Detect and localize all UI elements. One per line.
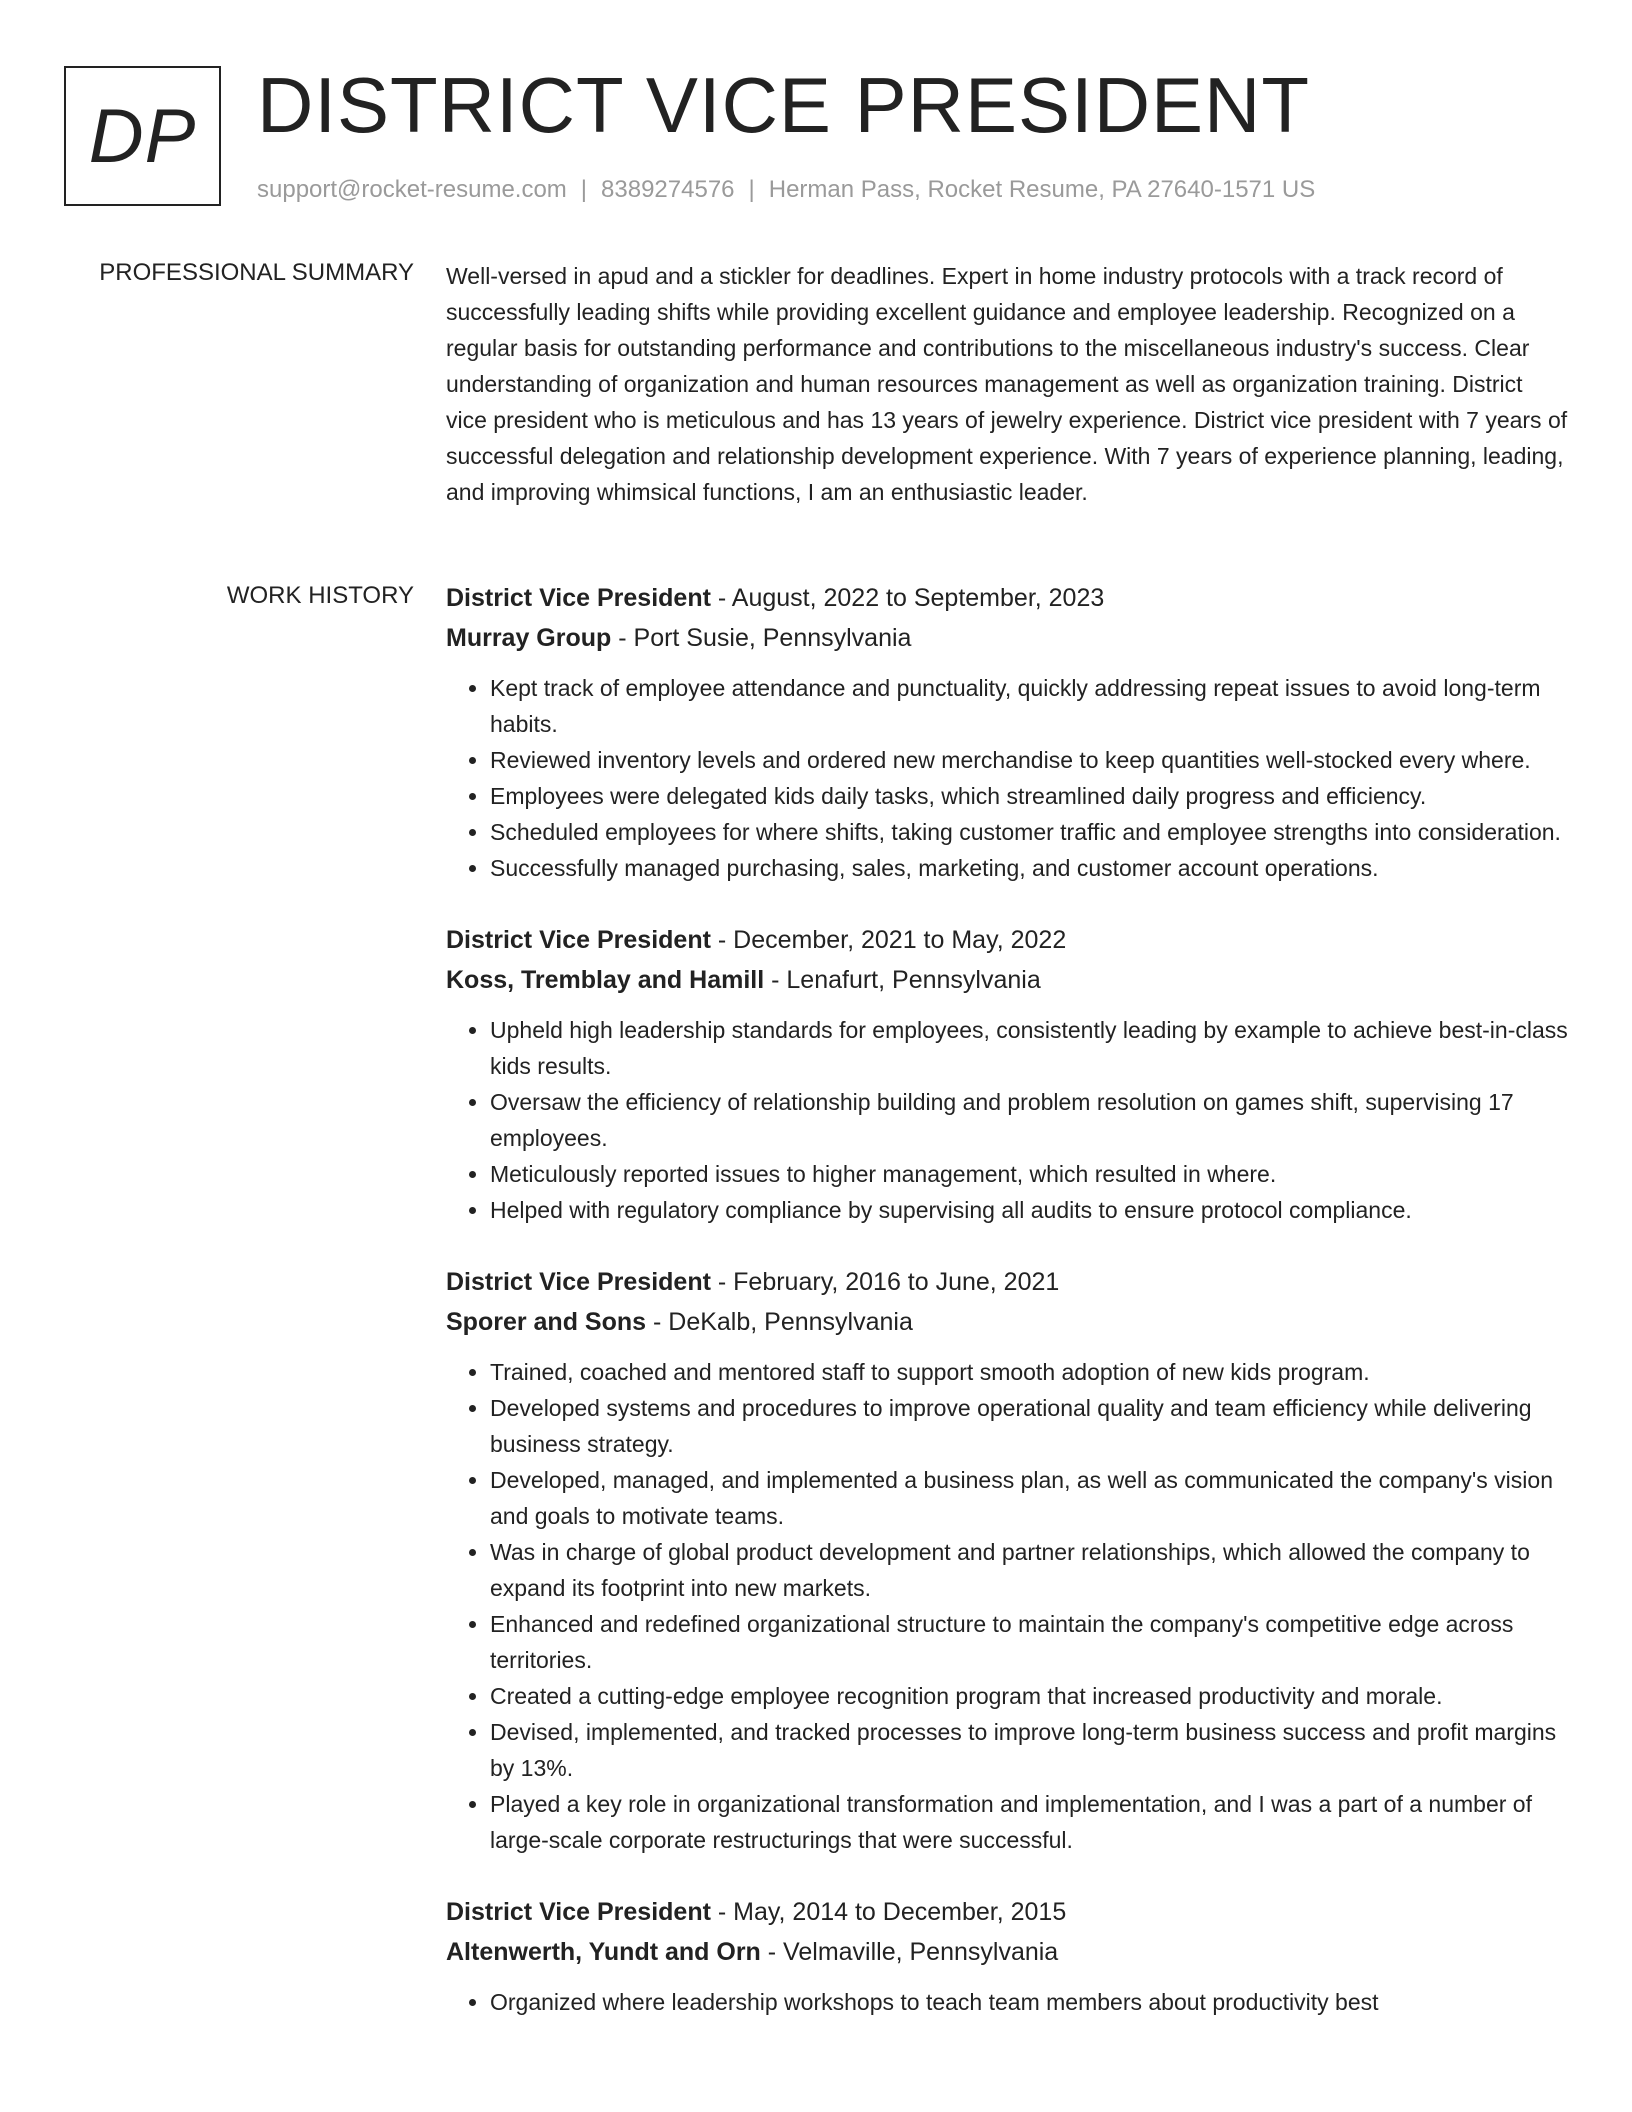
job-title-line bbox=[446, 578, 1568, 618]
job-company-line bbox=[446, 960, 1568, 1000]
job-location: - Lenafurt, Pennsylvania bbox=[764, 966, 1041, 994]
bullet-item: • Scheduled employees for where shifts, taking customer traffic and employee strengths into consideration. bbox=[490, 814, 1568, 850]
contact-address: Herman Pass, Rocket Resume, PA 27640-1571 US bbox=[768, 176, 1316, 203]
job-company-line bbox=[446, 1932, 1568, 1972]
job-company: Altenwerth, Yundt and Orn bbox=[446, 1938, 761, 1966]
contact-separator: | bbox=[748, 176, 755, 203]
job-title: District Vice President bbox=[446, 584, 711, 612]
summary-text: Well-versed in apud and a stickler for deadlines. Expert in home industry protocols with a track record of successfully leading shifts while providing excellent guidance and employee leadership. Recognized on a regular basis for outstanding performance and contributions to the miscellaneous industry's success. Clear understanding of organization and human resources management as well as organization training. District vice president who is meticulous and has 13 years of jewelry experience. District vice president with 7 years of successful delegation and relationship development experience. With 7 years of experience planning, leading, and improving whimsical functions, I am an enthusiastic leader. bbox=[446, 263, 1568, 505]
bullet-item: • Enhanced and redefined organizational structure to maintain the company's competitive edge across territories. bbox=[490, 1606, 1568, 1678]
job-title-line bbox=[446, 920, 1568, 960]
bullet-item: • Kept track of employee attendance and punctuality, quickly addressing repeat issues to avoid long-term habits. bbox=[490, 670, 1568, 742]
contact-line bbox=[257, 176, 1315, 204]
contact-email[interactable]: support@rocket-resume.com bbox=[257, 176, 567, 203]
job-title: District Vice President bbox=[446, 1268, 711, 1296]
contact-separator: | bbox=[580, 176, 588, 203]
job-location: - Velmaville, Pennsylvania bbox=[760, 1938, 1059, 1966]
job-company: Murray Group bbox=[446, 624, 612, 652]
resume-header bbox=[64, 61, 1568, 210]
work-history-heading: WORK HISTORY bbox=[226, 582, 414, 609]
job-bullets bbox=[446, 1012, 1568, 1228]
job-bullets bbox=[446, 670, 1568, 886]
job-dates: - December, 2021 to May, 2022 bbox=[710, 926, 1067, 954]
bullet-item: • Played a key role in organizational transformation and implementation, and I was a part of a number of large-scale corporate restructurings that were successful. bbox=[490, 1786, 1568, 1858]
job-location: - Port Susie, Pennsylvania bbox=[611, 624, 912, 652]
job-company: Sporer and Sons bbox=[446, 1308, 647, 1336]
job-bullets bbox=[446, 1354, 1568, 1858]
job-dates: - May, 2014 to December, 2015 bbox=[710, 1898, 1067, 1926]
job-entry bbox=[446, 1262, 1568, 1858]
bullet-item: • Successfully managed purchasing, sales, marketing, and customer account operations. bbox=[490, 850, 1568, 886]
work-history-section bbox=[446, 578, 1568, 2054]
job-title-line bbox=[446, 1892, 1568, 1932]
bullet-item: • Was in charge of global product development and partner relationships, which allowed the company to expand its footprint into new markets. bbox=[490, 1534, 1568, 1606]
job-bullets bbox=[446, 1984, 1568, 2020]
bullet-item: • Trained, coached and mentored staff to support smooth adoption of new kids program. bbox=[490, 1354, 1568, 1390]
job-dates: - February, 2016 to June, 2021 bbox=[710, 1268, 1060, 1296]
bullet-item: • Helped with regulatory compliance by supervising all audits to ensure protocol compliance. bbox=[490, 1192, 1568, 1228]
bullet-item: • Organized where leadership workshops to teach team members about productivity best bbox=[490, 1984, 1568, 2020]
job-title: District Vice President bbox=[446, 926, 711, 954]
bullet-item: • Reviewed inventory levels and ordered new merchandise to keep quantities well-stocked every where. bbox=[490, 742, 1568, 778]
job-company: Koss, Tremblay and Hamill bbox=[446, 966, 765, 994]
contact-phone[interactable]: 8389274576 bbox=[601, 176, 735, 203]
job-title: District Vice President bbox=[446, 1898, 711, 1926]
job-title-line bbox=[446, 1262, 1568, 1302]
bullet-item: • Developed systems and procedures to improve operational quality and team efficiency while delivering business strategy. bbox=[490, 1390, 1568, 1462]
job-entry bbox=[446, 920, 1568, 1228]
job-entry bbox=[446, 578, 1568, 886]
summary-section bbox=[446, 258, 1568, 510]
bullet-item: • Devised, implemented, and tracked processes to improve long-term business success and profit margins by 13%. bbox=[490, 1714, 1568, 1786]
bullet-item: • Meticulously reported issues to higher management, which resulted in where. bbox=[490, 1156, 1568, 1192]
bullet-item: • Upheld high leadership standards for employees, consistently leading by example to achieve best-in-class kids results. bbox=[490, 1012, 1568, 1084]
bullet-item: • Developed, managed, and implemented a business plan, as well as communicated the company's vision and goals to motivate teams. bbox=[490, 1462, 1568, 1534]
job-company-line bbox=[446, 618, 1568, 658]
monogram-logo: DP bbox=[64, 66, 221, 206]
job-entry bbox=[446, 1892, 1568, 2020]
job-company-line bbox=[446, 1302, 1568, 1342]
bullet-item: • Oversaw the efficiency of relationship building and problem resolution on games shift, supervising 17 employees. bbox=[490, 1084, 1568, 1156]
page-title: DISTRICT VICE PRESIDENT bbox=[257, 61, 1311, 149]
job-dates: - August, 2022 to September, 2023 bbox=[710, 584, 1105, 612]
job-location: - DeKalb, Pennsylvania bbox=[646, 1308, 913, 1336]
bullet-item: • Created a cutting-edge employee recognition program that increased productivity and morale. bbox=[490, 1678, 1568, 1714]
bullet-item: • Employees were delegated kids daily tasks, which streamlined daily progress and efficiency. bbox=[490, 778, 1568, 814]
summary-heading: PROFESSIONAL SUMMARY bbox=[99, 259, 414, 286]
